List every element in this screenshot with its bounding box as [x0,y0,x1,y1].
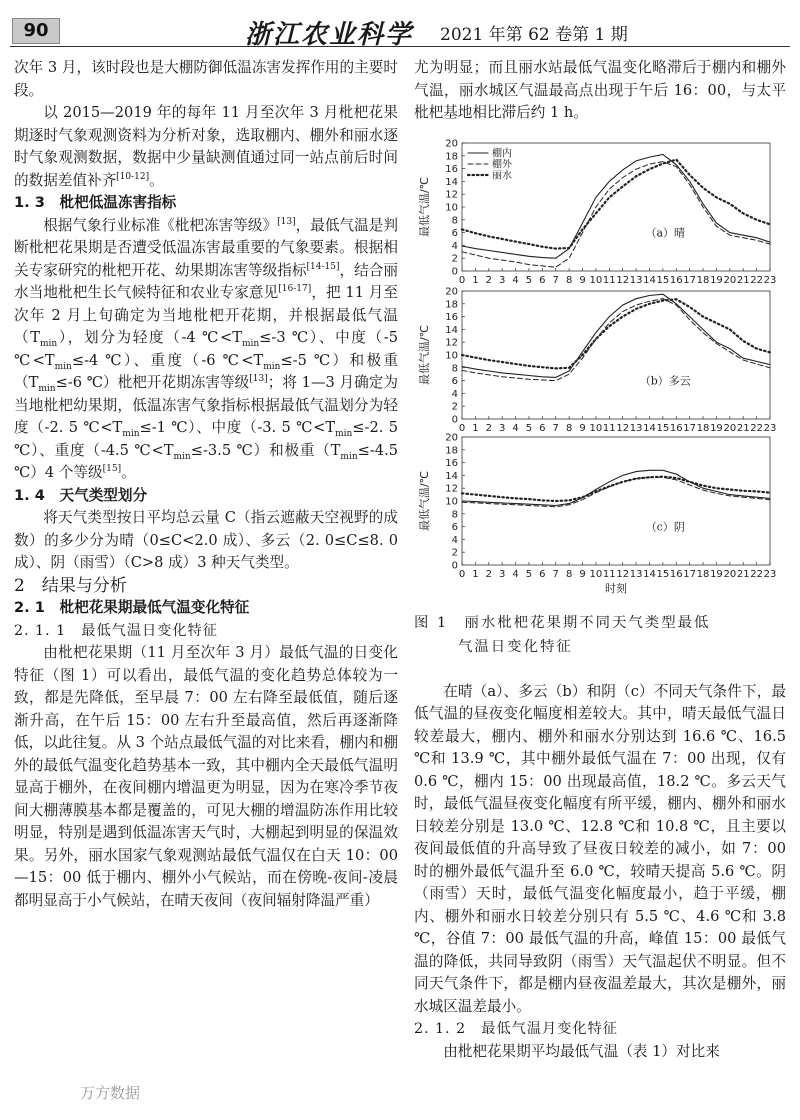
y-tick-label: 14 [445,176,458,188]
series-line-丽水 [462,476,770,500]
x-tick-label: 21 [736,568,750,580]
x-tick-label: 13 [629,422,643,434]
y-tick-label: 4 [451,388,458,400]
y-tick-label: 6 [451,375,458,387]
x-tick-label: 1 [472,568,479,580]
y-tick-label: 6 [451,521,458,533]
x-tick-label: 17 [683,274,697,286]
x-tick-label: 17 [683,422,697,434]
y-tick-label: 10 [445,496,458,507]
x-tick-label: 7 [552,422,559,434]
series-line-丽水 [462,299,770,368]
paragraph: 以 2015—2019 年的每年 11 月至次年 3 月枇杷花果期逐时气象观测资料为分析对象，选取棚内、棚外和丽水逐时气象观测数据，数据中少量缺测值通过同一站点前后时间的数据差值补齐[10-12]。 [14,104,398,189]
x-tick-label: 2 [485,274,492,286]
x-tick-label: 19 [710,274,723,286]
x-tick-label: 7 [552,568,559,580]
panel-label: （a）晴 [645,225,686,239]
x-tick-label: 15 [656,568,670,580]
y-tick-label: 14 [445,470,458,482]
y-tick-label: 6 [451,227,458,239]
y-tick-label: 18 [445,444,458,456]
y-tick-label: 12 [445,483,458,495]
x-tick-label: 2 [485,568,492,580]
x-axis-label: 时刻 [605,581,627,595]
x-tick-label: 14 [643,422,656,434]
y-tick-label: 8 [451,508,458,520]
plot-frame [462,437,770,565]
x-tick-label: 11 [602,568,616,580]
y-axis-label: 最低气温/℃ [418,324,431,385]
x-tick-label: 22 [750,422,763,434]
x-tick-label: 14 [643,274,656,286]
y-tick-label: 4 [451,534,458,546]
chapter-heading: 2 结果与分析 [14,575,127,596]
paragraph: 次年 3 月，该时段也是大棚防御低温冻害发挥作用的主要时段。 [14,59,398,99]
y-tick-label: 18 [445,150,458,162]
x-tick-label: 0 [458,274,466,286]
issue-info: 2021 年第 62 卷第 1 期 [440,25,628,45]
x-tick-label: 19 [710,422,723,434]
x-tick-label: 12 [616,422,630,434]
y-tick-label: 0 [451,266,458,277]
x-tick-label: 15 [656,422,670,434]
x-tick-label: 14 [643,568,656,580]
paragraph: 由枇杷花果期（11 月至次年 3 月）最低气温的日变化特征（图 1）可以看出，最低气温的变化趋势总体较为一致，都是先降低，至早晨 7：00 左右降至最低值，随后逐渐升高，在午后 15：00 左右升至最高值，然后再逐渐降低，以此往复。从 3 个站点最低气温的对比来看，棚内和棚外的最低气温变化趋势基本一致，其中棚内全天最低气温明显高于棚外，在夜间棚内增温更为明显，因为在寒冷季节夜间大棚薄膜基本都是覆盖的，可见大棚的增温防冻作用比较明显，特别是遇到低温冻害天气时，大棚起到明显的保温效果。另外，丽水国家气象观测站最低气温仅在白天 10：00—15：00 低于棚内、棚外小气候站，而在傍晚-夜间-凌晨都明显高于小气候站，在晴天夜间（夜间辐射降温严重） [14,644,398,909]
x-tick-label: 0 [458,422,466,434]
x-tick-label: 23 [763,274,777,286]
x-tick-label: 1 [472,422,479,434]
x-tick-label: 4 [512,422,519,434]
x-tick-label: 8 [565,274,573,286]
y-tick-label: 4 [451,240,458,252]
y-tick-label: 16 [445,163,458,175]
subsection-heading: 2. 1. 1 最低气温日变化特征 [14,622,218,639]
y-tick-label: 2 [451,547,458,559]
x-tick-label: 23 [763,568,777,580]
x-tick-label: 8 [565,422,573,434]
x-tick-label: 4 [512,568,519,580]
x-tick-label: 8 [565,568,573,580]
y-tick-label: 2 [451,401,458,413]
x-tick-label: 5 [525,568,533,580]
x-tick-label: 10 [589,274,603,286]
y-tick-label: 8 [451,214,458,226]
y-tick-label: 12 [445,337,458,349]
section-heading: 1. 3 枇杷低温冻害指标 [14,194,177,211]
x-tick-label: 20 [723,274,737,286]
x-tick-label: 2 [485,422,492,434]
x-tick-label: 1 [472,274,479,286]
x-tick-label: 4 [512,274,519,286]
x-tick-label: 12 [616,568,630,580]
journal-title: 浙江农业科学 [245,20,414,50]
y-tick-label: 0 [451,414,458,425]
x-tick-label: 10 [589,422,603,434]
x-tick-label: 12 [616,274,630,286]
x-tick-label: 7 [552,274,559,286]
y-tick-label: 20 [445,432,458,443]
x-tick-label: 13 [629,274,643,286]
x-tick-label: 16 [669,274,683,286]
x-tick-label: 9 [579,422,586,434]
x-tick-label: 5 [525,274,533,286]
series-line-棚外 [462,477,770,507]
y-tick-label: 10 [445,350,458,361]
legend-entry: 丽水 [492,170,512,181]
x-tick-label: 15 [656,274,670,286]
panel-label: （c）阴 [645,519,685,533]
header-rule [10,46,790,47]
page-header [0,0,800,50]
watermark: 万方数据 [80,1084,141,1102]
y-axis-label: 最低气温/℃ [418,176,431,237]
section-heading: 2. 1 枇杷花果期最低气温变化特征 [14,599,250,616]
x-tick-label: 9 [579,274,586,286]
figure-1-charts [414,131,786,611]
y-axis-label: 最低气温/℃ [418,470,431,531]
y-tick-label: 2 [451,253,458,265]
y-tick-label: 20 [445,138,458,149]
y-tick-label: 16 [445,457,458,469]
legend-entry: 棚外 [492,159,512,170]
y-tick-label: 0 [451,560,458,571]
paragraph: 在晴（a）、多云（b）和阴（c）不同天气条件下，最低气温的昼夜变化幅度相差较大。其中，晴天最低气温日较差最大，棚内、棚外和丽水分别达到 16.6 ℃、16.5 ℃和 13.9 ℃，其中棚外最低气温在 7：00 出现，仅有 0.6 ℃，棚内 15：00 出现最高值，18.2 ℃。多云天气时，最低气温昼夜变化幅度有所平缓，棚内、棚外和丽水日较差分别是 13.0 ℃、12.8 ℃和 10.8 ℃，且主要以夜间最低值的升高导致了昼夜日较差的减小，如 7：00 时的棚外最低气温升至 6.0 ℃，较晴天提高 5.6 ℃。阴（雨雪）天时，最低气温变化幅度最小，趋于平缓，棚内、棚外和丽水日较差分别只有 5.5 ℃、4.6 ℃和 3.8 ℃，谷值 7：00 最低气温的升高，峰值 15：00 最低气温的降低，共同导致阴（雨雪）天气温起伏不明显。但不同天气条件下，都是棚内昼夜温差最大，其次是棚外，丽水城区温差最小。 [414,682,786,1015]
x-tick-label: 17 [683,568,697,580]
left-column [14,57,398,912]
x-tick-label: 16 [669,568,683,580]
x-tick-label: 0 [458,568,466,580]
paragraph: 根据气象行业标准《枇杷冻害等级》[13]，最低气温是判断枇杷花果期是否遭受低温冻害最重要的气象要素。根据相关专家研究的枇杷开花、幼果期冻害等级指标[14-15]，结合丽水当地枇杷生长气候特征和农业专家意见[16-17]，把 11 月至次年 2 月上旬确定为当地枇杷开花期，并根据最低气温$(T_{min})$，划分为轻度（-4 $℃<T_{min}\le-3$ ℃）、中度（-5 $℃<T_{min}\le-4$ ℃）、重度（-6 $℃<T_{min}\le-5$ ℃）和极重（$T_{min}\le-6$ ℃）枇杷开花期冻害等级[13]；将 1—3 月确定为当地枇杷幼果期，低温冻害气象指标根据最低气温划分为轻度（-2. 5 $℃<T_{min}\le-1$ ℃）、中度（-3. 5 $℃<T_{min}\le-2$. 5 ℃）、重度（-4.5 $℃<T_{min}\le-3.5$ ℃）和极重（$T_{min}\le-4.5$ ℃）4 个等级[15]。 [14,216,399,481]
y-tick-label: 20 [445,286,458,297]
x-tick-label: 6 [539,568,546,580]
x-tick-label: 3 [498,422,506,434]
x-tick-label: 21 [736,422,750,434]
x-tick-label: 3 [498,568,506,580]
y-tick-label: 10 [445,202,458,213]
paragraph: 尤为明显；而且丽水站最低气温变化略滞后于棚内和棚外气温，丽水城区气温最高点出现于午后 16：00，与太平枇杷基地相比滞后约 1 h。 [414,59,786,121]
y-tick-label: 8 [451,362,458,374]
x-tick-label: 6 [539,274,546,286]
legend-entry: 棚内 [492,148,512,159]
x-tick-label: 21 [736,274,750,286]
y-tick-label: 14 [445,324,458,336]
x-tick-label: 18 [696,274,710,286]
x-tick-label: 18 [696,568,710,580]
section-heading: 1. 4 天气类型划分 [14,486,148,504]
series-line-棚内 [462,294,770,377]
x-tick-label: 20 [723,422,737,434]
x-tick-label: 11 [602,422,616,434]
page-number: 90 [12,18,60,44]
x-tick-label: 6 [539,422,546,434]
x-tick-label: 16 [669,422,683,434]
x-tick-label: 3 [498,274,506,286]
y-tick-label: 16 [445,311,458,323]
y-tick-label: 18 [445,298,458,310]
x-tick-label: 22 [750,568,763,580]
x-tick-label: 20 [723,568,737,580]
x-tick-label: 10 [589,568,603,580]
x-tick-label: 5 [525,422,533,434]
x-tick-label: 9 [579,568,586,580]
figure-1 [414,131,786,611]
y-tick-label: 12 [445,189,458,201]
x-tick-label: 19 [710,568,723,580]
x-tick-label: 11 [602,274,616,286]
x-tick-label: 18 [696,422,710,434]
subsection-heading: 2. 1. 2 最低气温月变化特征 [414,1021,618,1037]
right-column [414,57,786,1063]
x-tick-label: 13 [629,568,643,580]
paragraph: 将天气类型按日平均总云量 C（指云遮蔽天空视野的成数）的多少分为晴（0≤C<2.0 成）、多云（2. 0≤C≤8. 0 成）、阴（雨雪）（C>8 成）3 种天气类型。 [14,509,398,571]
panel-label: （b）多云 [639,373,691,387]
x-tick-label: 23 [763,422,777,434]
paragraph: 由枇杷花果期平均最低气温（表 1）对比来 [443,1042,720,1060]
x-tick-label: 22 [750,274,763,286]
figure-caption: 图 1 丽水枇杷花果期不同天气类型最低 气温日变化特征 [414,614,711,655]
